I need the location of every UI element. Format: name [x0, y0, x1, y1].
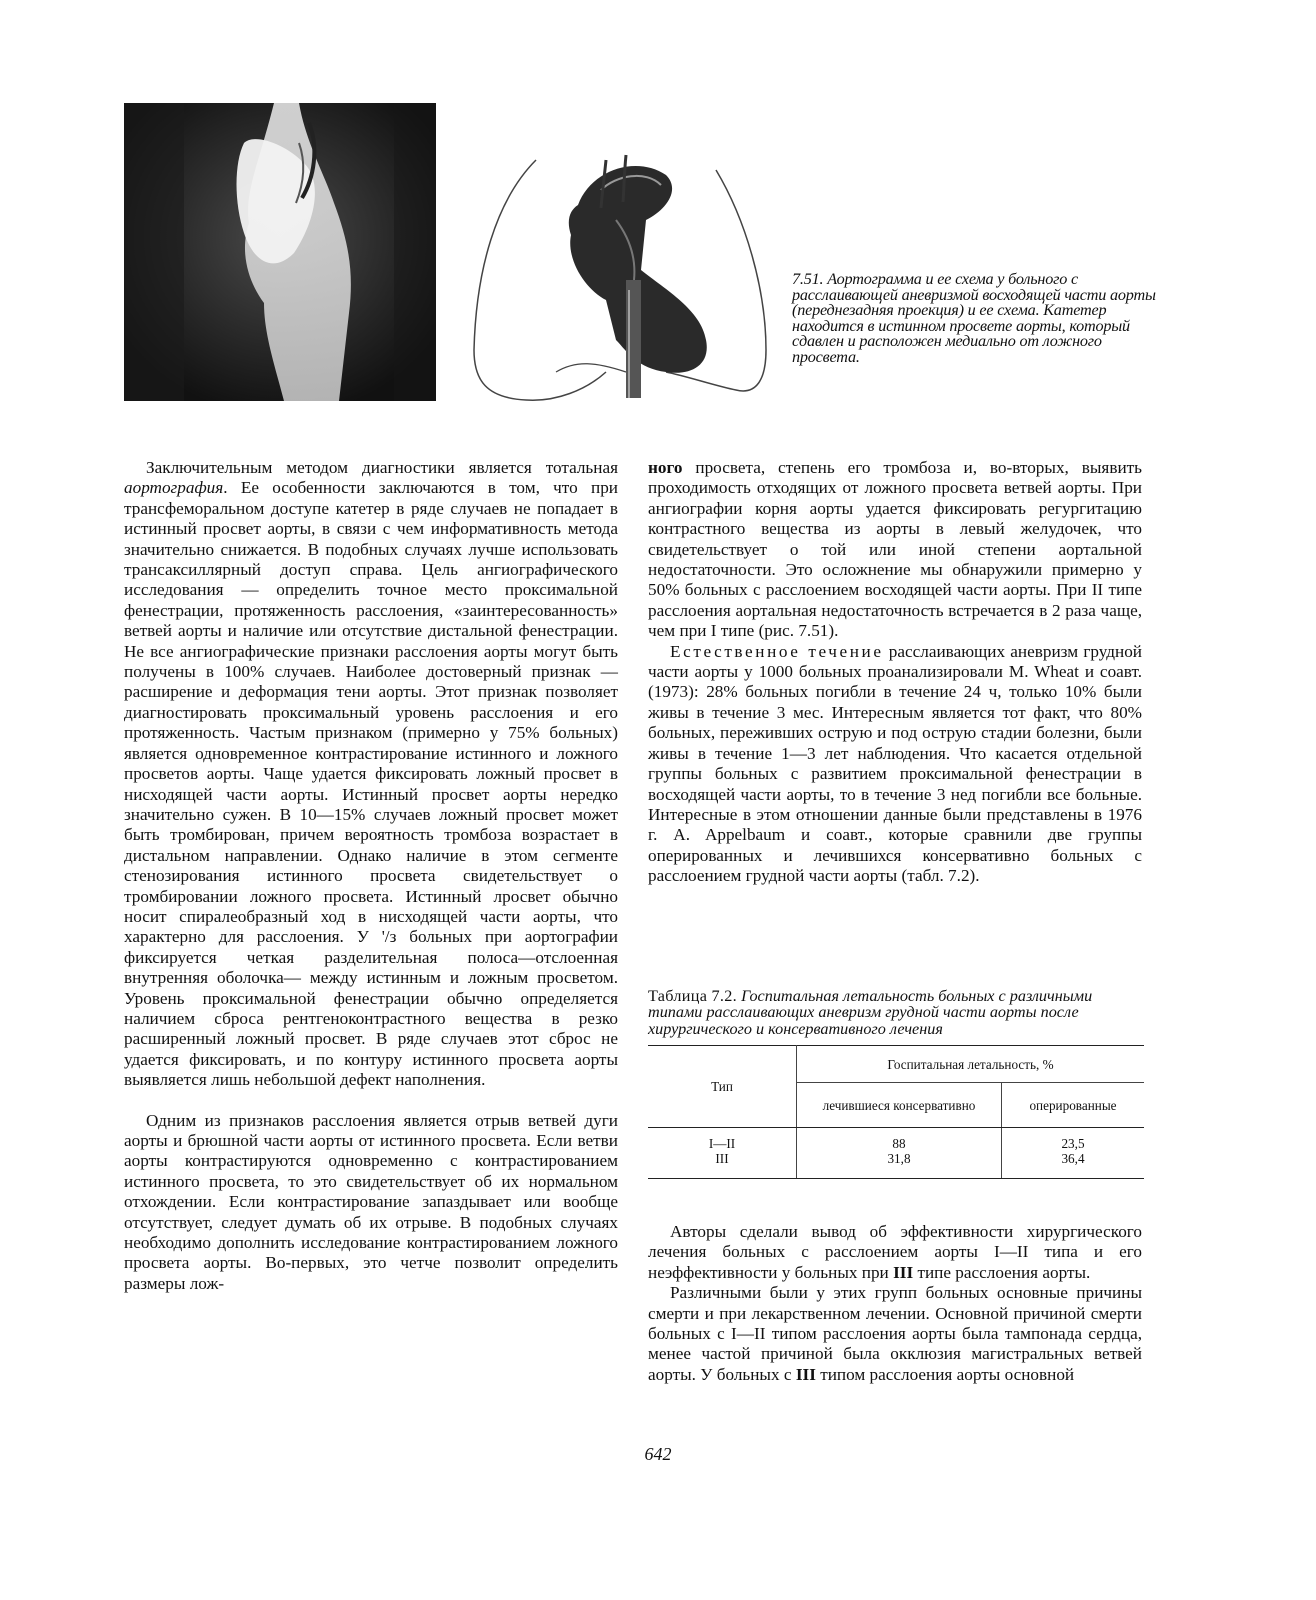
header-conservative: лечившиеся консервативно — [797, 1083, 1002, 1128]
paragraph: Естественное течение расслаивающих аневризм грудной части аорты у 1000 больных проанализировали M. Wheat и соавт. (1973): 28% больных погибли в течение 24 ч, только 10% были живы в течение 3 мес. Интересным является тот факт, что 80% больных, переживших острую и под острую стадии болезни, были живы в течение 1—3 лет наблюдения. Что касается отдельной группы больных с развитием проксимальной фенестрации в восходящей части аорты, то в течение 3 нед погибли все больные. Интересные в этом отношении данные были представлены в 1976 г. A. Appelbaum и соавт., которые сравнили две группы оперированных и лечившихся консервативно больных с расслоением грудной части аорты (табл. 7.2). — [648, 641, 1142, 886]
paragraph: Различными были у этих групп больных основные причины смерти и при лекарственном лечении. Основной причиной смерти больных с I—II типом расслоения аорты была тампонада сердца, менее частой причиной была окклюзия магистральных ветвей аорты. У больных с III типом расслоения аорты основной — [648, 1283, 1142, 1384]
aorta-scheme-diagram — [466, 150, 772, 404]
table-row: III 31,8 36,4 — [648, 1151, 1144, 1179]
paragraph: Авторы сделали вывод об эффективности хирургического лечения больных с расслоением аорты I—II типа и его неэффективности у больных при III типе расслоения аорты. — [648, 1222, 1142, 1282]
table-7-2 — [648, 988, 1144, 1179]
right-column-continued — [648, 1222, 1142, 1385]
figure-caption: 7.51. Аортограмма и ее схема у больного с расслаивающей аневризмой восходящей части аорты (переднезадняя проекция) и ее схема. Катетер находится в истинном просвете аорты, который сдавлен и расположен медиально от ложного просвета. — [792, 270, 1156, 366]
header-operated: оперированные — [1002, 1083, 1145, 1128]
table-caption: Таблица 7.2. Госпитальная летальность больных с различными типами расслаивающих аневризм грудной части аорты после хирургического и консервативного лечения — [648, 987, 1093, 1038]
table-row: I—II 88 23,5 — [648, 1128, 1144, 1152]
right-column — [648, 458, 1142, 887]
aortogram-image — [124, 103, 436, 401]
page-number: 642 — [644, 1444, 672, 1464]
paragraph: Заключительным методом диагностики является тотальная аортография. Ее особенности заключаются в том, что при трансфеморальном доступе катетер в ряде случаев не попадает в истинный просвет аорты, в связи с чем информативность метода значительно снижается. В подобных случаях лучше использовать трансаксиллярный доступ справа. Цель ангиографического исследования — определить точное место проксимальной фенестрации, протяженность расслоения, «заинтересованность» ветвей аорты и наличие или отсутствие дистальной фенестрации. Не все ангиографические признаки расслоения аорты могут быть получены в 100% случаев. Наиболее достоверный признак — расширение и деформация тени аорты. Этот признак позволяет диагностировать проксимальный уровень расслоения и его протяженность. Частым признаком (примерно у 75% больных) является одновременное контрастирование истинного и ложного просветов аорты. Чаще удается фиксировать ложный просвет в нисходящей части аорты. Истинный просвет аорты нередко значительно сужен. В 10—15% случаев ложный просвет может быть тромбирован, причем вероятность тромбоза возрастает в дистальном направлении. Однако наличие в этом сегменте стенозирования истинного просвета свидетельствует о тромбировании ложного просвета. Истинный лросвет обычно носит спиралеобразный ход в нисходящей части аорты, что характерно для расслоения. У '/з больных при аортографии фиксируется четкая разделительная полоса—отслоенная внутренняя оболочка— между истинным и ложным просветом. Уровень проксимальной фенестрации обычно определяется наличием сброса рентгеноконтрастного вещества в резко расширенный ложный просвет. В ряде случаев этот сброс не удается фиксировать, и по контуру истинного просвета аорты выявляется лишь небольшой дефект наполнения. — [124, 458, 618, 1090]
left-column — [124, 458, 618, 1294]
header-type: Тип — [648, 1046, 797, 1128]
header-group: Госпитальная летальность, % — [797, 1046, 1145, 1083]
mortality-table — [648, 1045, 1144, 1179]
paragraph: ного просвета, степень его тромбоза и, во-вторых, выявить проходимость отходящих от ложного просвета ветвей аорты. При ангиографии корня аорты удается фиксировать регургитацию контрастного вещества из аорты в левый желудочек, что свидетельствует о той или иной степени аортальной недостаточности. Это осложнение мы обнаружили примерно у 50% больных с расслоением восходящей части аорты. При II типе расслоения аортальная недостаточность встречается в 2 раза чаще, чем при I типе (рис. 7.51). — [648, 458, 1142, 641]
paragraph: Одним из признаков расслоения является отрыв ветвей дуги аорты и брюшной части аорты от истинного просвета. Если ветви аорты контрастируются одновременно с контрастированием истинного просвета, то это свидетельствует об их нормальном отхождении. Если контрастирование запаздывает или вообще отсутствует, следует думать об их отрыве. В подобных случаях необходимо дополнить исследование контрастированием ложного просвета аорты. Во-первых, это четче позволит определить размеры лож- — [124, 1110, 618, 1293]
